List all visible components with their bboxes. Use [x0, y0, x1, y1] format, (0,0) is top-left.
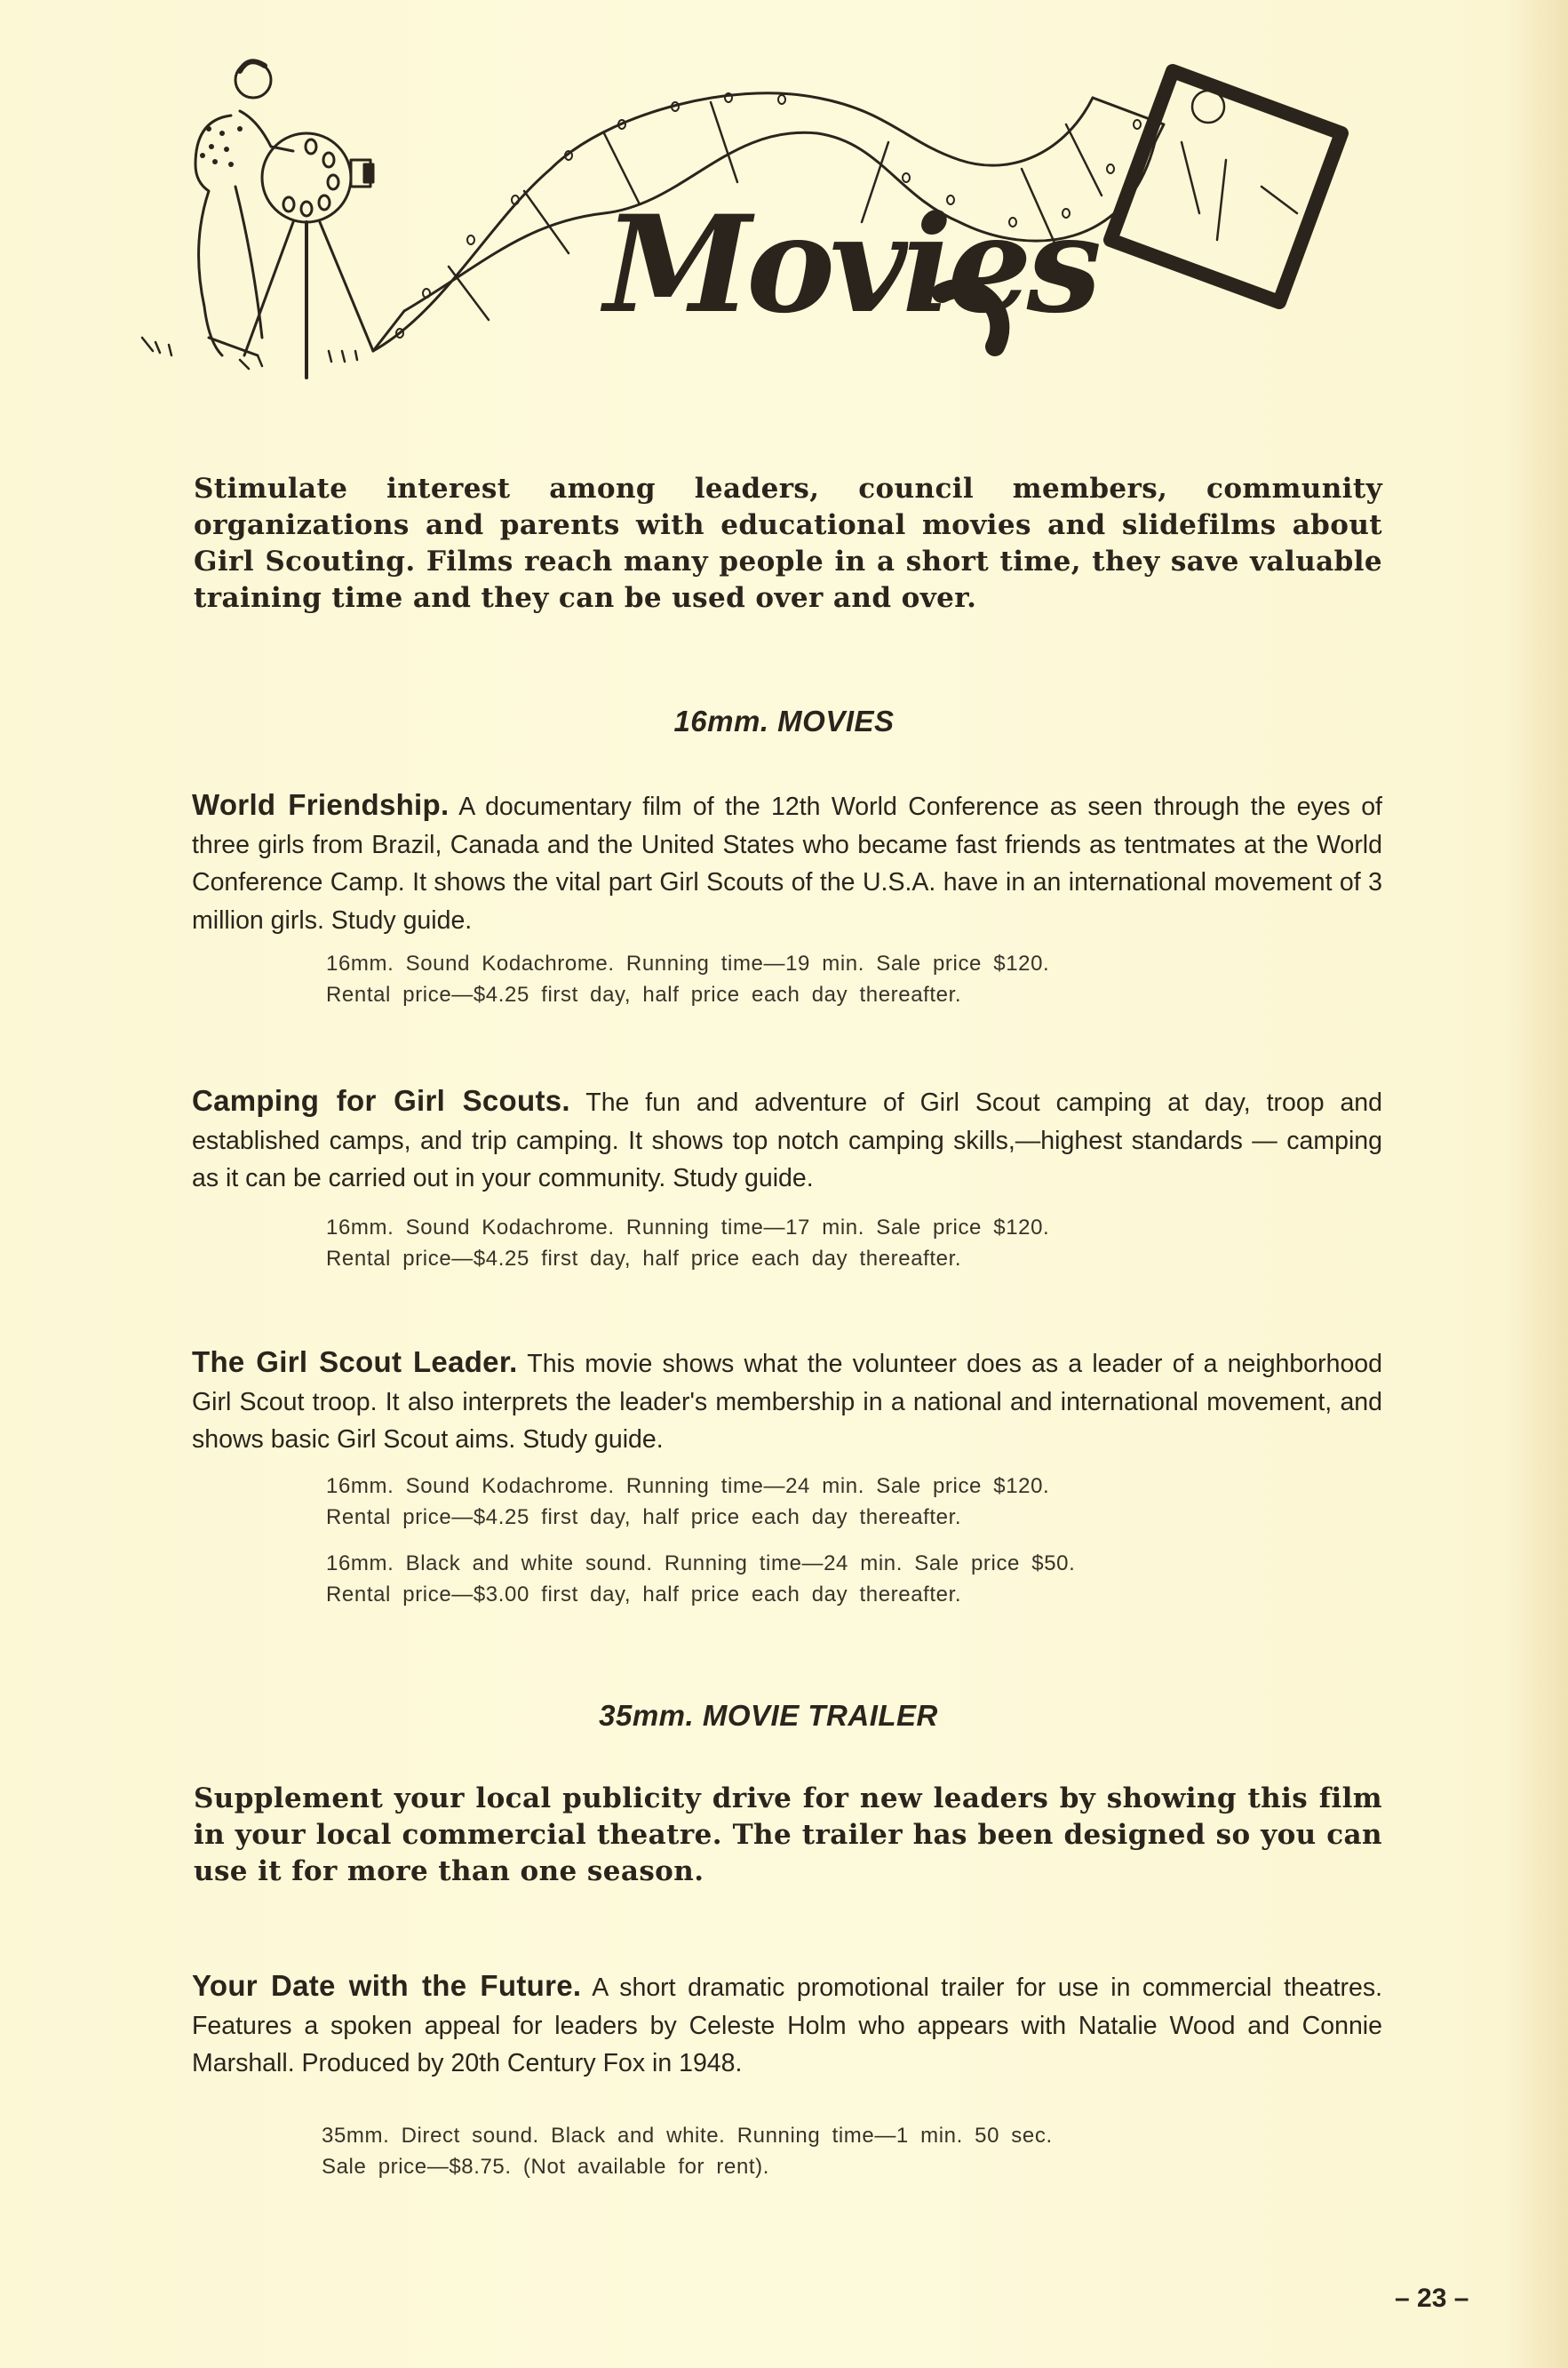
trailer-intro-paragraph: Supplement your local publicity drive for new leaders by showing this film in your local commercial theatre. The trailer has been designed so you can use it for more than one season.: [194, 1782, 1382, 1887]
entry-title: Your Date with the Future.: [192, 1969, 582, 2002]
section-heading-35mm: 35mm. MOVIE TRAILER: [599, 1699, 938, 1732]
entry-title: World Friendship.: [192, 788, 450, 821]
details-line: Rental price—$4.25 first day, half price each day thereafter.: [326, 983, 962, 1007]
entry-details: [326, 948, 1303, 1010]
entry-description: A short dramatic promotional trailer for use in commercial theatres. Features a spoken appeal for leaders by Celeste Holm who appears with Natalie Wood and Connie Marshall. Produced by 20th Century Fox in 1948.: [192, 1973, 1383, 2077]
entry-details: [326, 1212, 1303, 1274]
camera-operator-figure: [195, 61, 293, 355]
entry-details: [326, 1471, 1303, 1533]
section-heading-16mm: 16mm. MOVIES: [673, 705, 895, 738]
movies-header-illustration: [107, 44, 1457, 400]
projection-screen: [1110, 71, 1341, 302]
entry-description: A documentary film of the 12th World Conference as seen through the eyes of three girls from Brazil, Canada and the United States who became fast friends as tentmates at the World Conference Camp. It shows the vital part Girl Scouts of the U.S.A. have in an international movement of 3 million girls. Study guide.: [192, 793, 1382, 935]
tripod: [244, 222, 373, 378]
page-number: – 23 –: [1395, 2284, 1469, 2313]
entry-description: This movie shows what the volunteer does as a leader of a neighborhood Girl Scout troop. It also interprets the leader's membership in a national and international movement, and shows basic Girl Scout aims. Study guide.: [192, 1350, 1383, 1454]
entry-your-date-with-the-future: [192, 1967, 1382, 2083]
details-line: 35mm. Direct sound. Black and white. Running time—1 min. 50 sec.: [322, 2124, 1053, 2148]
entry-camping-for-girl-scouts: [192, 1082, 1382, 1198]
details-line: Rental price—$4.25 first day, half price each day thereafter.: [326, 1247, 962, 1271]
details-line: Rental price—$4.25 first day, half price each day thereafter.: [326, 1505, 962, 1529]
entry-world-friendship: [192, 786, 1382, 939]
details-line: 16mm. Sound Kodachrome. Running time—17 min. Sale price $120.: [326, 1216, 1050, 1240]
entry-details: [326, 1548, 1303, 1610]
entry-description: The fun and adventure of Girl Scout camping at day, troop and established camps, and trip camping. It shows top notch camping skills,—highest standards — camping as it can be carried out in your community. Study guide.: [192, 1088, 1383, 1192]
details-line: Sale price—$8.75. (Not available for rent).: [322, 2155, 770, 2179]
details-line: Rental price—$3.00 first day, half price each day thereafter.: [326, 1583, 962, 1607]
entry-the-girl-scout-leader: [192, 1343, 1382, 1459]
entry-title: Camping for Girl Scouts.: [192, 1084, 570, 1117]
details-line: 16mm. Sound Kodachrome. Running time—19 min. Sale price $120.: [326, 952, 1050, 976]
polka-dots: [200, 126, 243, 167]
details-line: 16mm. Sound Kodachrome. Running time—24 min. Sale price $120.: [326, 1474, 1050, 1498]
camera-icon: [262, 133, 373, 222]
intro-paragraph: Stimulate interest among leaders, council members, community organizations and parents with educational movies and slidefilms about Girl Scouting. Films reach many people in a short time, they save valuable training time and they can be used over and over.: [194, 473, 1382, 614]
movies-title-art: Movies: [604, 187, 1097, 343]
entry-title: The Girl Scout Leader.: [192, 1345, 518, 1378]
details-line: 16mm. Black and white sound. Running time—24 min. Sale price $50.: [326, 1551, 1076, 1575]
entry-details: [322, 2120, 1299, 2182]
